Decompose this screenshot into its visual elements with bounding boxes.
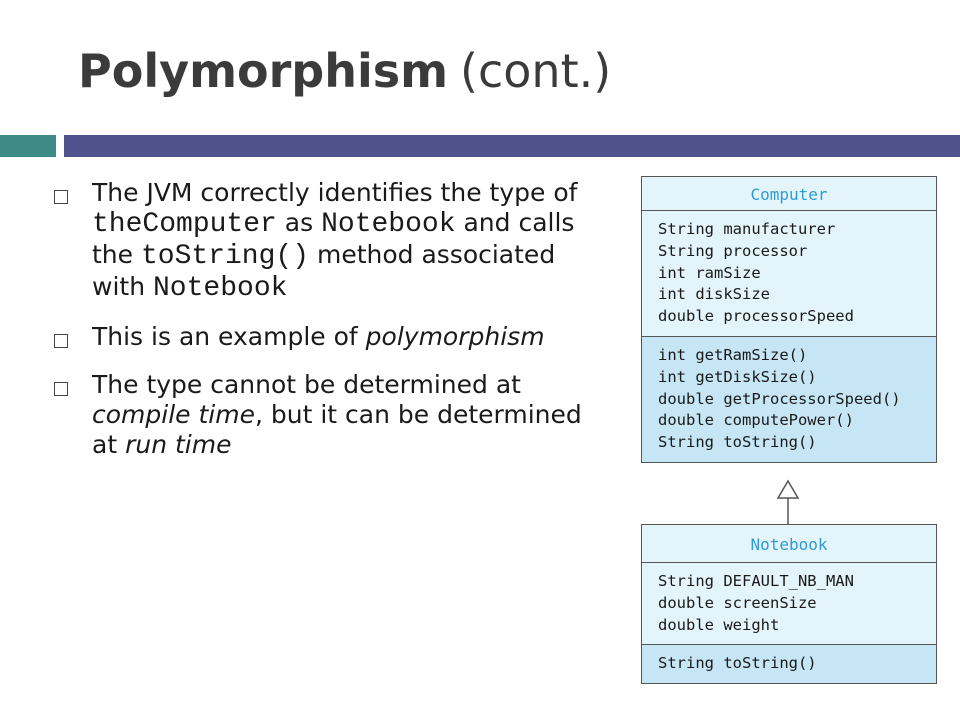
bullet-text-fragment: as	[276, 208, 322, 237]
slide-title-main: Polymorphism	[78, 44, 449, 98]
bullet-item	[54, 178, 614, 304]
uml-methods-section	[642, 336, 936, 462]
bullet-text-fragment: method associated with	[92, 240, 556, 301]
uml-fields-section	[642, 562, 936, 644]
uml-member: String manufacturer	[658, 220, 836, 238]
uml-class-name: Computer	[750, 185, 828, 204]
accent-bar-left	[0, 135, 56, 157]
code-text: theComputer	[92, 209, 277, 240]
bullet-text	[92, 322, 545, 352]
uml-member: double screenSize	[658, 593, 817, 612]
bullet-text-fragment: This is an example of	[92, 322, 366, 351]
bullet-text	[92, 178, 614, 304]
code-text: toString()	[140, 241, 310, 272]
uml-member: double computePower()	[658, 411, 854, 430]
bullet-text-fragment: compile time	[92, 400, 255, 429]
uml-member: int diskSize	[658, 285, 770, 304]
uml-class-notebook	[641, 524, 937, 684]
uml-fields-section	[642, 210, 936, 336]
bullet-text-fragment: The type cannot be determined at	[92, 370, 521, 399]
uml-member: String toString()	[658, 654, 817, 673]
bullet-text-fragment: run time	[125, 430, 232, 459]
bullet-text	[92, 370, 614, 460]
uml-member: int getRamSize()	[658, 345, 808, 364]
square-bullet-icon	[54, 190, 68, 204]
bullet-item	[54, 322, 614, 352]
code-text: Notebook	[153, 273, 288, 304]
code-text: Notebook	[321, 209, 456, 240]
bullet-text-fragment: polymorphism	[365, 322, 545, 351]
square-bullet-icon	[54, 334, 68, 348]
uml-class-computer	[641, 176, 937, 463]
uml-member: int ramSize	[658, 263, 761, 282]
uml-member: String DEFAULT_NB_MAN	[658, 572, 854, 590]
bullet-text-fragment: The JVM correctly identifies the type of	[92, 178, 578, 207]
bullet-text-fragment: , but it can be determined at	[92, 400, 582, 459]
uml-member: double getProcessorSpeed()	[658, 389, 901, 408]
uml-member: double weight	[658, 615, 780, 634]
slide-title-sub: (cont.)	[460, 44, 612, 98]
slide-title	[78, 44, 611, 98]
bullet-item	[54, 370, 614, 460]
square-bullet-icon	[54, 382, 68, 396]
inheritance-arrow	[770, 478, 806, 526]
uml-member: int getDiskSize()	[658, 367, 817, 386]
uml-methods-section	[642, 644, 936, 683]
uml-member: double processorSpeed	[658, 307, 854, 326]
accent-bar-right	[64, 135, 960, 157]
uml-member: String toString()	[658, 433, 817, 452]
bullet-text-fragment: and calls the	[92, 208, 575, 269]
uml-member: String processor	[658, 241, 808, 260]
bullet-list	[54, 178, 614, 478]
uml-class-name: Notebook	[750, 535, 828, 554]
